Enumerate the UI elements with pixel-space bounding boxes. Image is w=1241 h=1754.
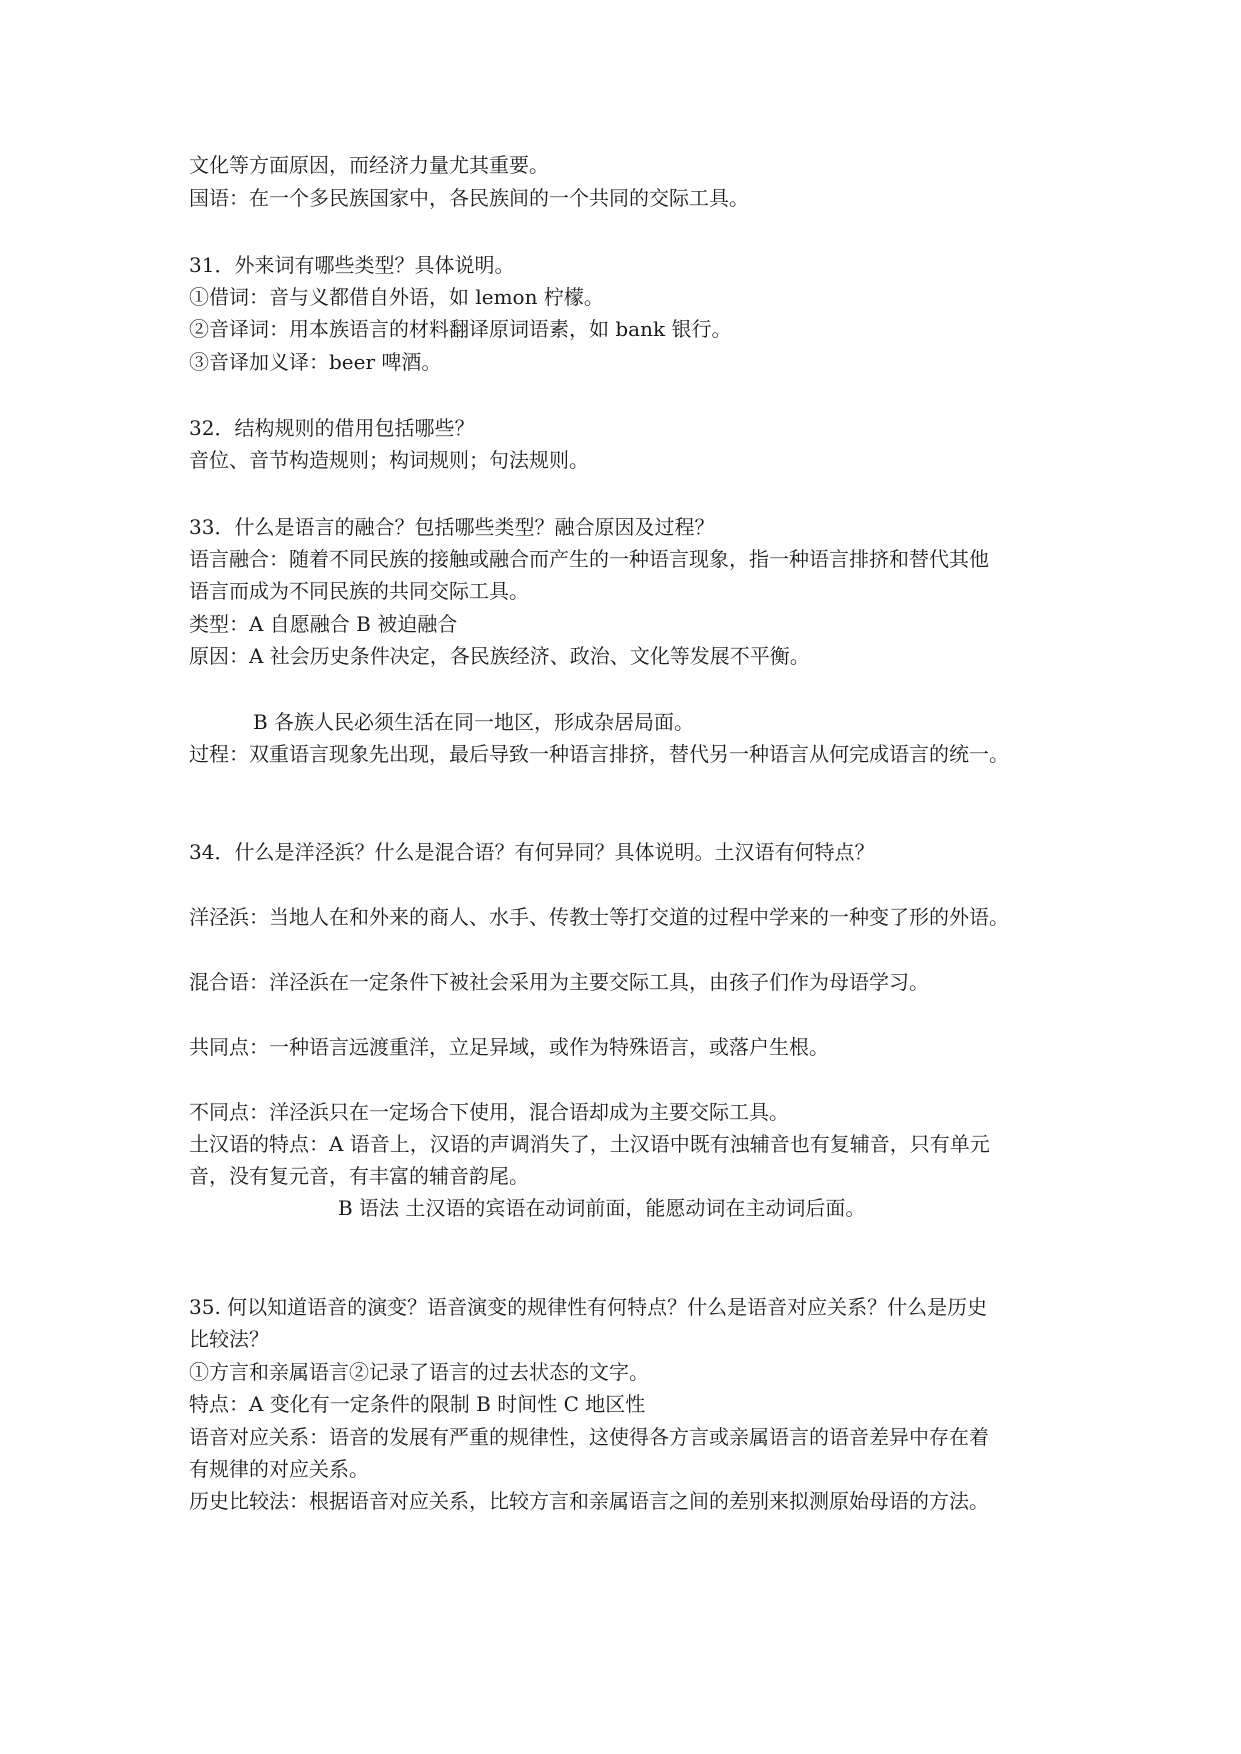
text-line: ①方言和亲属语言②记录了语言的过去状态的文字。 bbox=[189, 1360, 649, 1384]
text-line: 过程：双重语言现象先出现，最后导致一种语言排挤，替代另一种语言从何完成语言的统一。 bbox=[189, 742, 1009, 766]
text-line: ③音译加义译：beer 啤酒。 bbox=[189, 350, 442, 374]
text-line: 比较法？ bbox=[189, 1327, 269, 1351]
text-line: ①借词：音与义都借自外语，如 lemon 柠檬。 bbox=[189, 285, 604, 309]
text-line: 特点：A 变化有一定条件的限制 B 时间性 C 地区性 bbox=[189, 1392, 646, 1416]
text-line: 类型：A 自愿融合 B 被迫融合 bbox=[189, 612, 458, 636]
text-line: 语音对应关系：语音的发展有严重的规律性，这使得各方言或亲属语言的语音差异中存在着 bbox=[189, 1425, 989, 1449]
question-heading: 35. 何以知道语音的演变？语音演变的规律性有何特点？什么是语音对应关系？什么是历史 bbox=[189, 1295, 988, 1319]
question-heading: 31．外来词有哪些类型？具体说明。 bbox=[189, 253, 515, 277]
text-line: 原因：A 社会历史条件决定，各民族经济、政治、文化等发展不平衡。 bbox=[189, 644, 810, 668]
text-line: 文化等方面原因，而经济力量尤其重要。 bbox=[189, 153, 549, 177]
text-line: 土汉语的特点：A 语音上，汉语的声调消失了，土汉语中既有浊辅音也有复辅音，只有单元 bbox=[189, 1132, 990, 1156]
text-line: 音位、音节构造规则；构词规则；句法规则。 bbox=[189, 448, 589, 472]
text-line: 不同点：洋泾浜只在一定场合下使用，混合语却成为主要交际工具。 bbox=[189, 1100, 789, 1124]
question-heading: 33．什么是语言的融合？包括哪些类型？融合原因及过程？ bbox=[189, 515, 715, 539]
text-line: ②音译词：用本族语言的材料翻译原词语素，如 bank 银行。 bbox=[189, 317, 732, 341]
text-line: 语言融合：随着不同民族的接触或融合而产生的一种语言现象，指一种语言排挤和替代其他 bbox=[189, 547, 989, 571]
text-line: 混合语：洋泾浜在一定条件下被社会采用为主要交际工具，由孩子们作为母语学习。 bbox=[189, 970, 929, 994]
text-line: B 各族人民必须生活在同一地区，形成杂居局面。 bbox=[253, 710, 695, 734]
text-line: 共同点：一种语言远渡重洋，立足异域，或作为特殊语言，或落户生根。 bbox=[189, 1035, 829, 1059]
text-line: 音，没有复元音，有丰富的辅音韵尾。 bbox=[189, 1164, 529, 1188]
text-line: 有规律的对应关系。 bbox=[189, 1457, 369, 1481]
question-heading: 34．什么是洋泾浜？什么是混合语？有何异同？具体说明。土汉语有何特点？ bbox=[189, 840, 875, 864]
text-line: B 语法 土汉语的宾语在动词前面，能愿动词在主动词后面。 bbox=[338, 1196, 866, 1220]
text-line: 语言而成为不同民族的共同交际工具。 bbox=[189, 579, 529, 603]
question-heading: 32．结构规则的借用包括哪些？ bbox=[189, 416, 475, 440]
text-line: 历史比较法：根据语音对应关系，比较方言和亲属语言之间的差别来拟测原始母语的方法。 bbox=[189, 1489, 989, 1513]
text-line: 国语：在一个多民族国家中，各民族间的一个共同的交际工具。 bbox=[189, 186, 749, 210]
text-line: 洋泾浜：当地人在和外来的商人、水手、传教士等打交道的过程中学来的一种变了形的外语。 bbox=[189, 905, 1009, 929]
